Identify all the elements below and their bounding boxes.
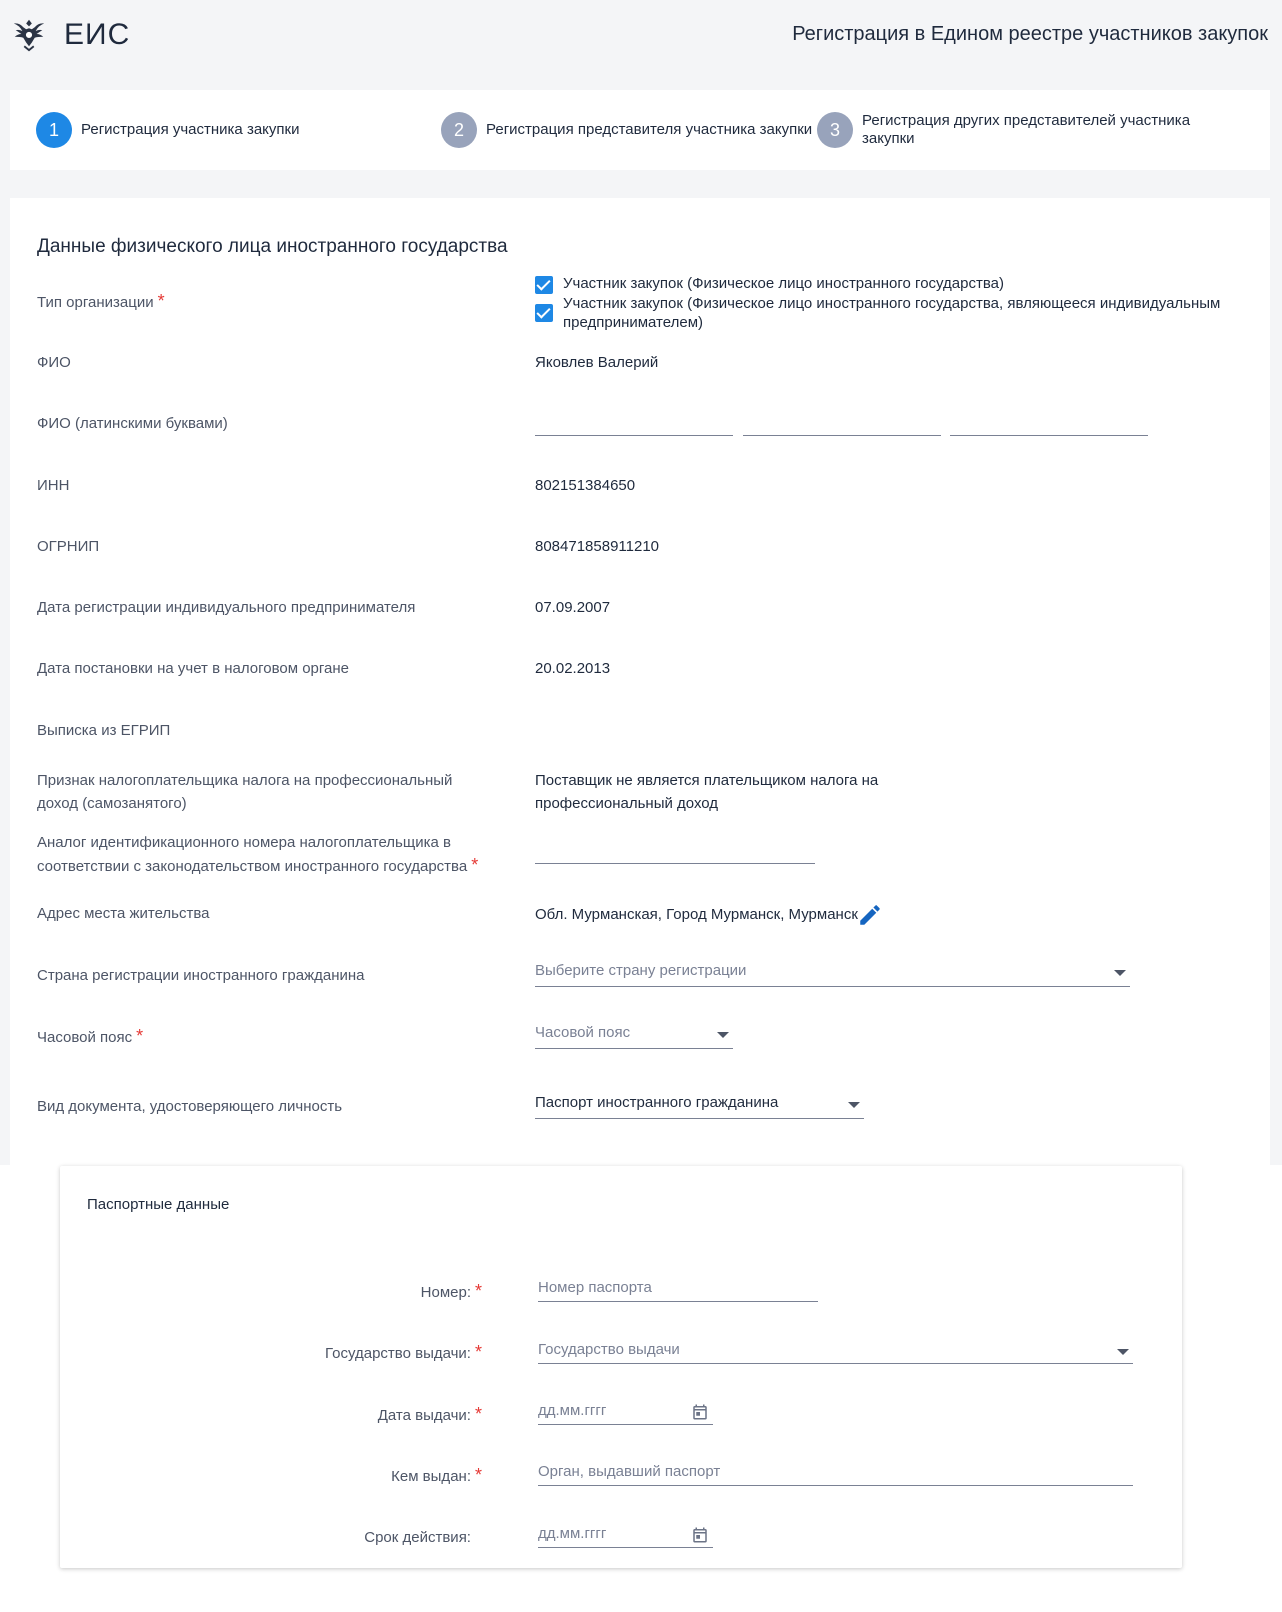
issue-date-input[interactable] (538, 1401, 713, 1425)
issuer-country-select[interactable] (538, 1340, 1133, 1364)
page-title: Регистрация в Едином реестре участников закупок (792, 23, 1268, 45)
individual-data-card (10, 198, 1270, 1165)
ip-reg-date-label: Дата регистрации индивидуального предпринимателя (37, 599, 416, 616)
ogrnip-value: 808471858911210 (535, 538, 660, 555)
step-2[interactable] (441, 90, 812, 170)
required-marker: * (474, 1465, 482, 1485)
valid-until-placeholder: дд.мм.гггг (538, 1525, 607, 1542)
checkbox-checked-icon[interactable] (535, 304, 553, 322)
registration-steps (10, 90, 1270, 170)
eagle-emblem-icon (10, 14, 48, 52)
pencil-edit-icon[interactable] (857, 902, 883, 928)
chevron-down-icon (848, 1102, 860, 1108)
chevron-down-icon (717, 1032, 729, 1038)
issue-date-placeholder: дд.мм.гггг (538, 1402, 607, 1419)
step-number: 2 (441, 112, 477, 148)
issued-by-label: Кем выдан: * (391, 1465, 482, 1485)
self-employed-value: Поставщик не является плательщиком налога на профессиональный доход (535, 772, 879, 812)
passport-title: Паспортные данные (87, 1196, 230, 1213)
timezone-select-placeholder: Часовой пояс (535, 1024, 631, 1041)
country-select[interactable] (535, 960, 1130, 987)
issuer-country-label: Государство выдачи: * (325, 1342, 482, 1362)
issued-by-placeholder: Орган, выдавший паспорт (538, 1463, 721, 1480)
doc-type-label: Вид документа, удостоверяющего личность (37, 1098, 343, 1115)
timezone-select[interactable] (535, 1022, 733, 1049)
middle-name-latin-input[interactable] (950, 435, 1148, 436)
calendar-icon[interactable] (691, 1526, 709, 1544)
tax-reg-date-label: Дата постановки на учет в налоговом органе (37, 660, 350, 677)
address-value: Обл. Мурманская, Город Мурманск, Мурманск (535, 906, 858, 923)
self-employed-label: Признак налогоплательщика налога на профессиональный доход (самозанятого) (37, 772, 453, 812)
required-marker: * (474, 1342, 482, 1362)
ogrnip-label: ОГРНИП (37, 538, 100, 555)
required-marker: * (474, 1281, 482, 1301)
timezone-label: Часовой пояс * (37, 1026, 144, 1046)
step-label: Регистрация других представителей участника закупки (862, 112, 1191, 147)
step-3[interactable] (817, 90, 1202, 170)
first-name-latin-input[interactable] (743, 435, 941, 436)
fio-label: ФИО (37, 354, 71, 371)
fio-latin-label: ФИО (латинскими буквами) (37, 415, 228, 432)
passport-card (60, 1166, 1182, 1568)
address-label: Адрес места жительства (37, 905, 210, 922)
country-select-placeholder: Выберите страну регистрации (535, 962, 747, 979)
org-type-option-2[interactable] (535, 294, 1235, 332)
issued-by-input[interactable] (538, 1462, 1133, 1486)
valid-until-label: Срок действия: (364, 1529, 471, 1546)
fio-value: Яковлев Валерий (535, 354, 659, 371)
inn-value: 802151384650 (535, 477, 636, 494)
app-header (0, 0, 1282, 72)
valid-until-input[interactable] (538, 1524, 713, 1548)
inn-label: ИНН (37, 477, 70, 494)
required-marker: * (157, 291, 165, 311)
issue-date-label: Дата выдачи: * (377, 1404, 482, 1424)
tax-reg-date-value: 20.02.2013 (535, 660, 611, 677)
passport-number-input[interactable] (538, 1278, 818, 1302)
egrip-label: Выписка из ЕГРИП (37, 722, 171, 739)
required-marker: * (136, 1026, 144, 1046)
passport-number-label: Номер: * (420, 1281, 482, 1301)
calendar-icon[interactable] (691, 1403, 709, 1421)
doc-type-select[interactable] (535, 1092, 864, 1119)
step-1[interactable] (36, 90, 299, 170)
step-label: Регистрация участника закупки (81, 121, 300, 138)
step-number: 3 (817, 112, 853, 148)
logo-text: ЕИС (64, 18, 131, 51)
chevron-down-icon (1117, 1349, 1129, 1355)
chevron-down-icon (1114, 970, 1126, 976)
passport-number-placeholder: Номер паспорта (538, 1279, 652, 1296)
section-title: Данные физического лица иностранного государства (37, 236, 508, 257)
ip-reg-date-value: 07.09.2007 (535, 599, 611, 616)
checkbox-checked-icon[interactable] (535, 276, 553, 294)
last-name-latin-input[interactable] (535, 435, 733, 436)
doc-type-select-value: Паспорт иностранного гражданина (535, 1094, 779, 1111)
required-marker: * (471, 855, 479, 875)
checkbox-label: Участник закупок (Физическое лицо иностранного государства) (563, 275, 1004, 292)
required-marker: * (474, 1404, 482, 1424)
step-number: 1 (36, 112, 72, 148)
org-type-option-1[interactable] (535, 274, 1235, 294)
issuer-country-placeholder: Государство выдачи (538, 1341, 680, 1358)
foreign-inn-input[interactable] (535, 863, 815, 864)
foreign-inn-label: Аналог идентификационного номера налогоплательщика в соответствии с законодательством иностранного государства * (37, 834, 479, 875)
checkbox-label: Участник закупок (Физическое лицо иностранного государства, являющееся индивидуальным предпринимателем) (563, 295, 1221, 331)
country-label: Страна регистрации иностранного гражданина (37, 967, 365, 984)
step-label: Регистрация представителя участника закупки (486, 121, 813, 138)
org-type-label: Тип организации * (37, 291, 165, 311)
